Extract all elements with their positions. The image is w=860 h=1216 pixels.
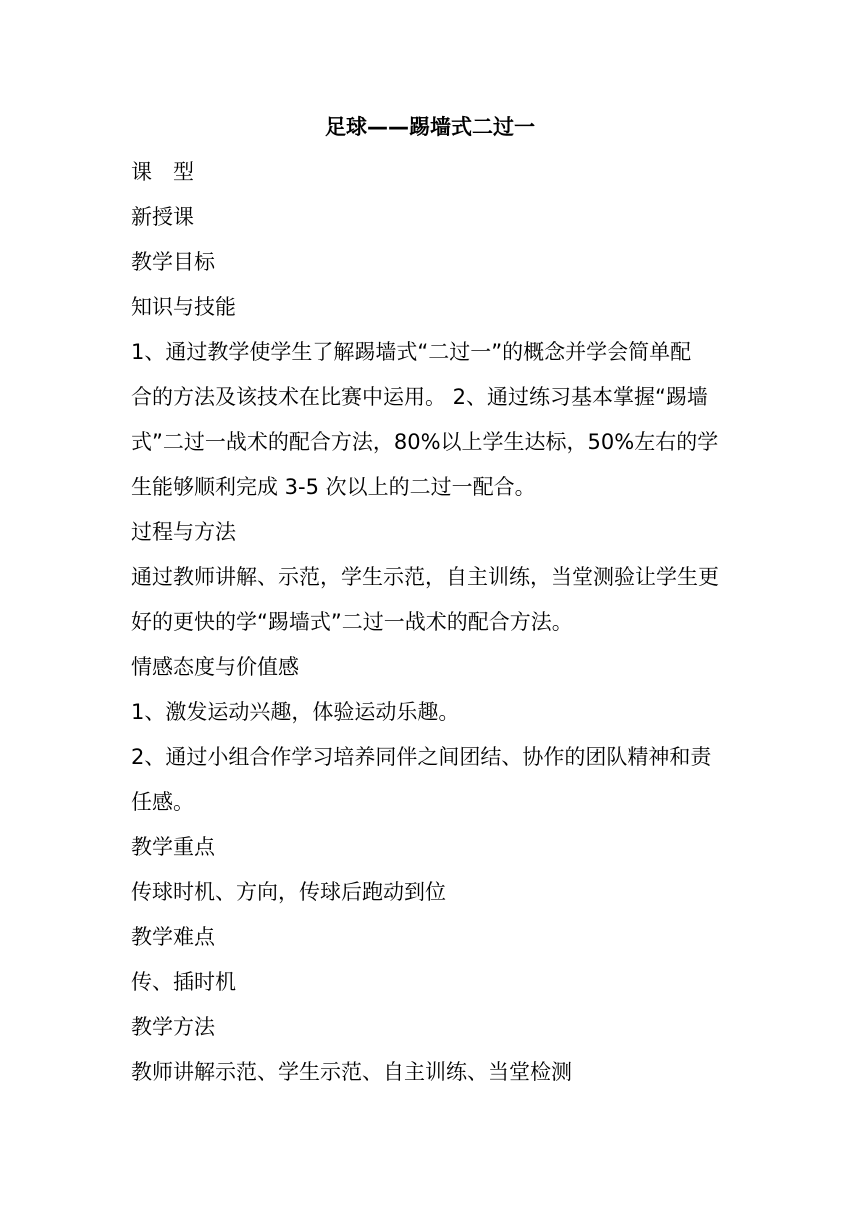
paragraph-line: 好的更快的学“踢墙式”二过一战术的配合方法。 [131, 610, 573, 634]
process-method-heading: 过程与方法 [131, 520, 236, 544]
teaching-focus-heading: 教学重点 [131, 835, 215, 859]
paragraph-line: 2、通过小组合作学习培养同伴之间团结、协作的团队精神和责 [131, 745, 712, 769]
paragraph-line: 1、通过教学使学生了解踢墙式“二过一”的概念并学会简单配 [131, 340, 692, 364]
emotion-attitude-values-heading: 情感态度与价值感 [131, 655, 299, 679]
teaching-method-heading: 教学方法 [131, 1015, 215, 1039]
paragraph-line: 合的方法及该技术在比赛中运用。 2、通过练习基本掌握“踢墙 [131, 385, 708, 409]
teaching-objectives-heading: 教学目标 [131, 250, 215, 274]
teaching-difficulty-heading: 教学难点 [131, 925, 215, 949]
paragraph-line: 生能够顺利完成 3-5 次以上的二过一配合。 [131, 475, 536, 499]
paragraph-line: 式”二过一战术的配合方法，80%以上学生达标，50%左右的学 [131, 430, 719, 454]
knowledge-skills-heading: 知识与技能 [131, 295, 236, 319]
paragraph-line: 1、激发运动兴趣，体验运动乐趣。 [131, 700, 460, 724]
lesson-type-heading: 课 型 [131, 160, 194, 184]
teaching-method-value: 教师讲解示范、学生示范、自主训练、当堂检测 [131, 1060, 572, 1084]
paragraph-line: 通过教师讲解、示范，学生示范，自主训练，当堂测验让学生更 [131, 565, 719, 589]
teaching-focus-value: 传球时机、方向，传球后跑动到位 [131, 880, 446, 904]
teaching-difficulty-value: 传、插时机 [131, 970, 236, 994]
lesson-type-value: 新授课 [131, 205, 194, 229]
document-title: 足球——踢墙式二过一 [325, 115, 535, 139]
paragraph-line: 任感。 [131, 790, 194, 814]
